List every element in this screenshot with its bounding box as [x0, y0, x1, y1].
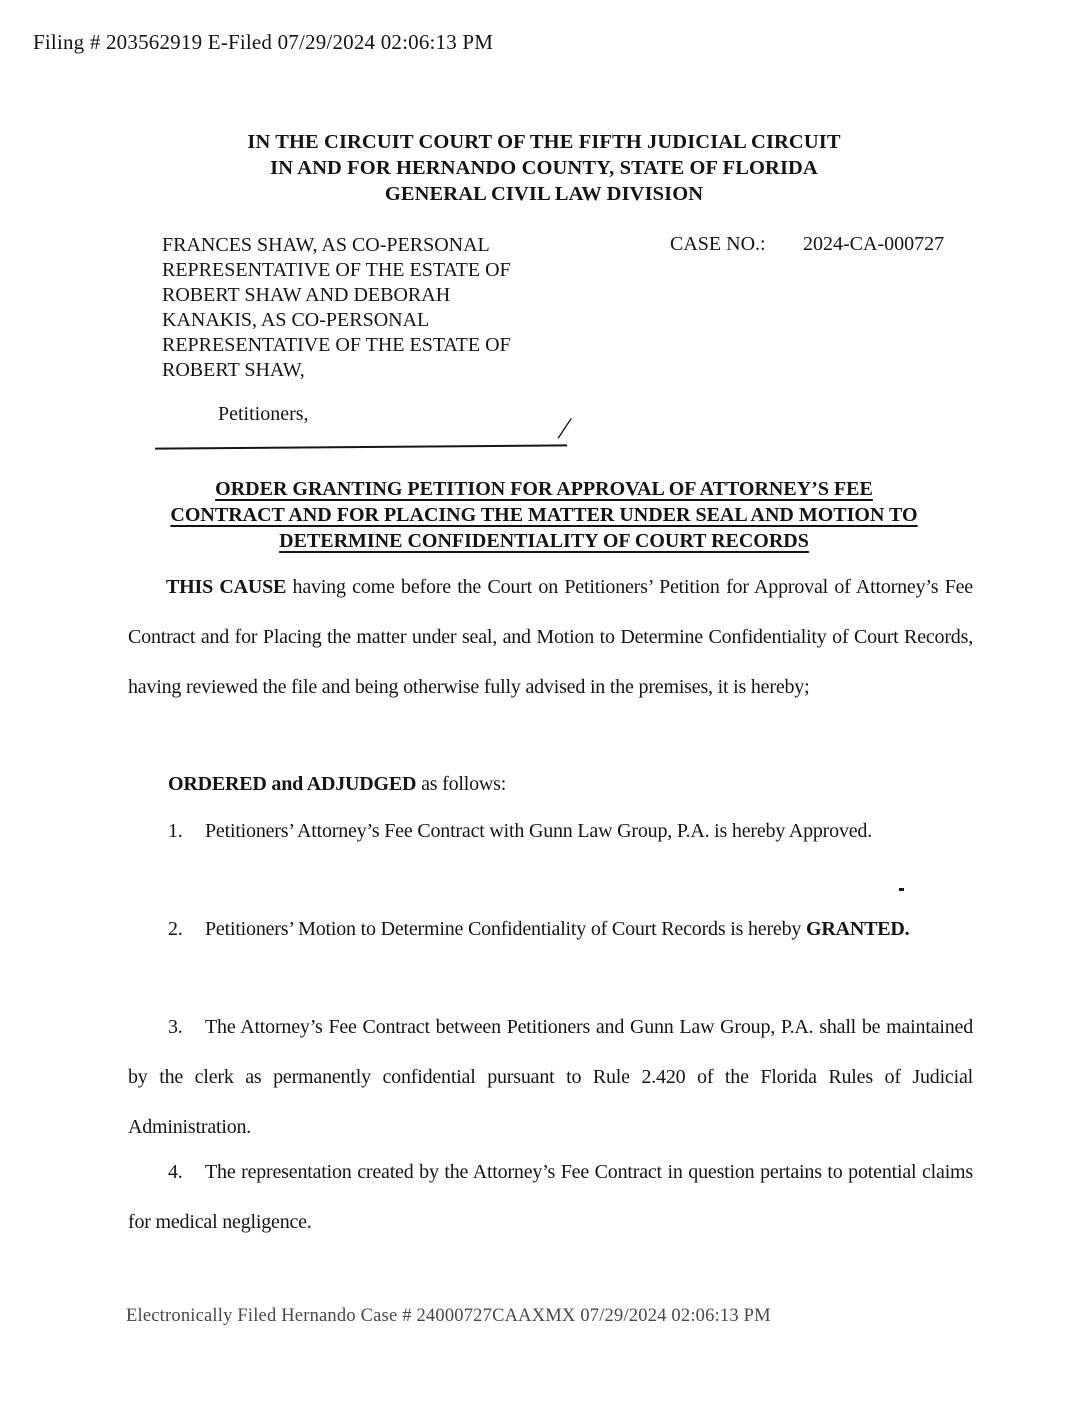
item-text: The representation created by the Attorney’s Fee Contract in question pertains to potential claims for medical negligence.: [128, 1161, 973, 1233]
party-caption-line: REPRESENTATIVE OF THE ESTATE OF: [162, 259, 511, 281]
court-name-line-1: IN THE CIRCUIT COURT OF THE FIFTH JUDICIAL CIRCUIT: [247, 131, 841, 153]
ordered-adjudged-line: [128, 759, 973, 809]
party-designation: Petitioners,: [218, 403, 309, 425]
order-title-line-2: CONTRACT AND FOR PLACING THE MATTER UNDER SEAL AND MOTION TO: [170, 504, 918, 526]
item-number: 3.: [168, 1016, 183, 1038]
item-text: Petitioners’ Attorney’s Fee Contract with Gunn Law Group, P.A. is hereby Approved.: [205, 820, 873, 842]
ordered-adjudged-rest-text: as follows:: [416, 773, 507, 795]
item-bold-suffix: GRANTED.: [805, 918, 910, 940]
court-name-line-2: IN AND FOR HERNANDO COUNTY, STATE OF FLORIDA: [270, 157, 818, 179]
item-text: Petitioners’ Motion to Determine Confidentiality of Court Records is hereby: [205, 918, 806, 940]
order-item-3: [128, 1002, 973, 1152]
order-item-1: [128, 806, 973, 856]
item-number: 4.: [168, 1161, 183, 1183]
order-title-line-1: ORDER GRANTING PETITION FOR APPROVAL OF ATTORNEY’S FEE: [215, 478, 873, 500]
clerk-filing-footer: Electronically Filed Hernando Case # 24000727CAAXMX 07/29/2024 02:06:13 PM: [126, 1306, 771, 1326]
court-division-line: GENERAL CIVIL LAW DIVISION: [384, 183, 704, 205]
this-cause-bold-text: THIS CAUSE: [166, 576, 287, 598]
party-caption-line: ROBERT SHAW AND DEBORAH: [162, 284, 451, 306]
order-item-2: [128, 904, 973, 954]
efiling-stamp: Filing # 203562919 E-Filed 07/29/2024 02:06:13 PM: [33, 30, 494, 54]
intro-paragraph: [128, 562, 973, 712]
order-title-line-3: DETERMINE CONFIDENTIALITY OF COURT RECORDS: [279, 530, 809, 552]
order-title: [60, 476, 1028, 554]
party-caption: [162, 233, 632, 383]
item-number: 1.: [168, 820, 183, 842]
party-caption-line: KANAKIS, AS CO-PERSONAL: [162, 309, 430, 331]
item-number: 2.: [168, 918, 183, 940]
court-header: [0, 129, 1088, 207]
case-number-value: 2024-CA-000727: [803, 233, 945, 255]
ordered-adjudged-bold-text: ORDERED and ADJUDGED: [168, 773, 417, 795]
party-caption-line: ROBERT SHAW,: [162, 359, 305, 381]
item-text: The Attorney’s Fee Contract between Petitioners and Gunn Law Group, P.A. shall be maintained by the clerk as permanently confidential pursuant to Rule 2.420 of the Florida Rules of Judicial Administration.: [128, 1016, 973, 1138]
intro-paragraph-text: having come before the Court on Petitioners’ Petition for Approval of Attorney’s Fee Contract and for Placing the matter under seal, and Motion to Determine Confidentiality of Court Records, having reviewed the file and being otherwise fully advised in the premises, it is hereby;: [128, 576, 973, 698]
caption-separator-line: [155, 430, 567, 449]
caption-separator-slash: /: [557, 412, 571, 445]
scan-artifact-dot: [899, 888, 904, 891]
case-number: [670, 233, 944, 256]
party-caption-line: FRANCES SHAW, AS CO-PERSONAL: [162, 234, 490, 256]
party-caption-line: REPRESENTATIVE OF THE ESTATE OF: [162, 334, 511, 356]
order-item-4: [128, 1147, 973, 1247]
case-number-label: CASE NO.:: [670, 233, 766, 255]
